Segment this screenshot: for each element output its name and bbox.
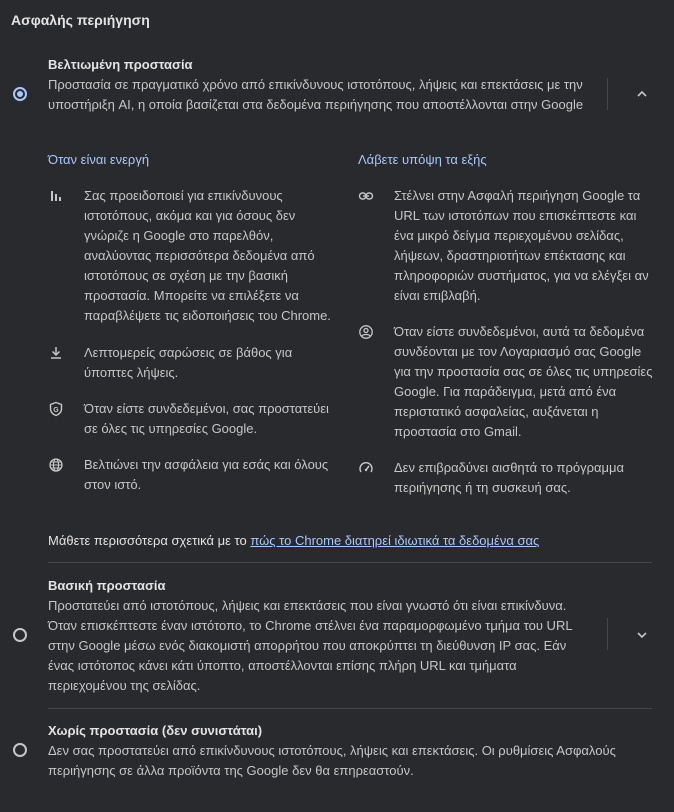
google-shield-icon — [48, 401, 64, 417]
list-item-text: Όταν είστε συνδεδεμένοι, αυτά τα δεδομένα συνδέονται με τον Λογαριασμό σας Google για την προστασία σας σε όλες τις υπηρεσίες Google. Για παράδειγμα, μετά από ένα περιστατικό ασφαλείας, αυξάνεται η προστασία στο Gmail. — [394, 324, 653, 439]
privacy-learn-more-link[interactable]: πώς το Chrome διατηρεί ιδιωτικά τα δεδομένα σας — [250, 533, 540, 548]
expand-chevron-down-icon[interactable] — [634, 627, 650, 643]
list-item — [48, 186, 343, 326]
list-item — [358, 322, 653, 442]
enhanced-protection-title: Βελτιωμένη προστασία — [48, 57, 193, 72]
section-title: Ασφαλής περιήγηση — [11, 12, 150, 28]
collapse-chevron-up-icon[interactable] — [634, 86, 650, 102]
standard-protection-title: Βασική προστασία — [48, 578, 166, 593]
list-item-text: Σας προειδοποιεί για επικίνδυνους ιστοτόπους, ακόμα και για όσους δεν γνώριζε η Google στο παρελθόν, αναλύοντας περισσότερα δεδομένα από ιστοτόπους σε σχέση με την βασική προστασία. Μπορείτε να επιλέξετε να παραβλέψετε τις ειδοποιήσεις του Chrome. — [84, 188, 331, 323]
link-icon — [358, 188, 374, 204]
list-item-text: Βελτιώνει την ασφάλεια για εσάς και όλους στον ιστό. — [84, 457, 329, 492]
list-item — [358, 186, 653, 306]
list-item-text: Λεπτομερείς σαρώσεις σε βάθος για ύποπτες λήψεις. — [84, 345, 293, 380]
list-item-text: Στέλνει στην Ασφαλή περιήγηση Google τα URL των ιστοτόπων που επισκέπτεστε και ένα μικρό δείγμα περιεχομένου σελίδας, λήψεων, δραστηριοτήτων επέκτασης και πληροφοριών συστήματος, για να ελέγξει αν είναι επιβλαβή. — [394, 188, 649, 303]
globe-icon — [48, 457, 64, 473]
list-item-text: Όταν είστε συνδεδεμένοι, σας προστατεύει σε όλες τις υπηρεσίες Google. — [84, 401, 329, 436]
list-item — [358, 458, 653, 498]
download-icon — [48, 345, 64, 361]
no-protection-description: Δεν σας προστατεύει από επικίνδυνους ιστοτόπους, λήψεις και επεκτάσεις. Οι ρυθμίσεις Ασφαλούς περιήγησης σε άλλα προϊόντα της Google δεν θα επηρεαστούν. — [48, 743, 616, 778]
no-protection-title: Χωρίς προστασία (δεν συνιστάται) — [48, 723, 263, 738]
list-item — [48, 455, 343, 495]
list-item — [48, 343, 343, 383]
speedometer-icon — [358, 460, 374, 476]
no-protection-radio[interactable] — [13, 743, 27, 757]
standard-protection-description: Προστατεύει από ιστοτόπους, λήψεις και επεκτάσεις που είναι γνωστό ότι είναι επικίνδυνα. Όταν επισκέπτεστε έναν ιστότοπο, το Chrome στέλνει ένα παραμορφωμένο τμήμα του URL στην Google μέσω ενός διακομιστή απορρήτου που αποκρύπτει τη διεύθυνση IP σας. Εάν ένας ιστότοπος κάνει κάτι ύποπτο, αποστέλλονται επίσης πλήρη URL και τμήματα περιεχομένου της σελίδας. — [48, 598, 573, 693]
enhanced-protection-description: Προστασία σε πραγματικό χρόνο από επικίνδυνους ιστοτόπους, λήψεις και επεκτάσεις με την υποστήριξη AI, η οποία βασίζεται στα δεδομένα περιήγησης που αποστέλλονται στην Google — [48, 77, 584, 112]
learn-more — [48, 531, 648, 551]
consider-heading: Λάβετε υπόψη τα εξής — [358, 152, 487, 167]
list-item — [48, 399, 343, 439]
list-item-text: Δεν επιβραδύνει αισθητά το πρόγραμμα περιήγησης ή τη συσκευή σας. — [394, 460, 625, 495]
svg-text:G: G — [53, 407, 59, 414]
when-enabled-heading: Όταν είναι ενεργή — [48, 152, 150, 167]
standard-protection-radio[interactable] — [13, 628, 27, 642]
learn-more-prefix: Μάθετε περισσότερα σχετικά με το — [48, 533, 251, 548]
enhanced-protection-radio[interactable] — [13, 87, 27, 101]
account-circle-icon — [358, 324, 374, 340]
bar-chart-icon — [48, 188, 64, 204]
